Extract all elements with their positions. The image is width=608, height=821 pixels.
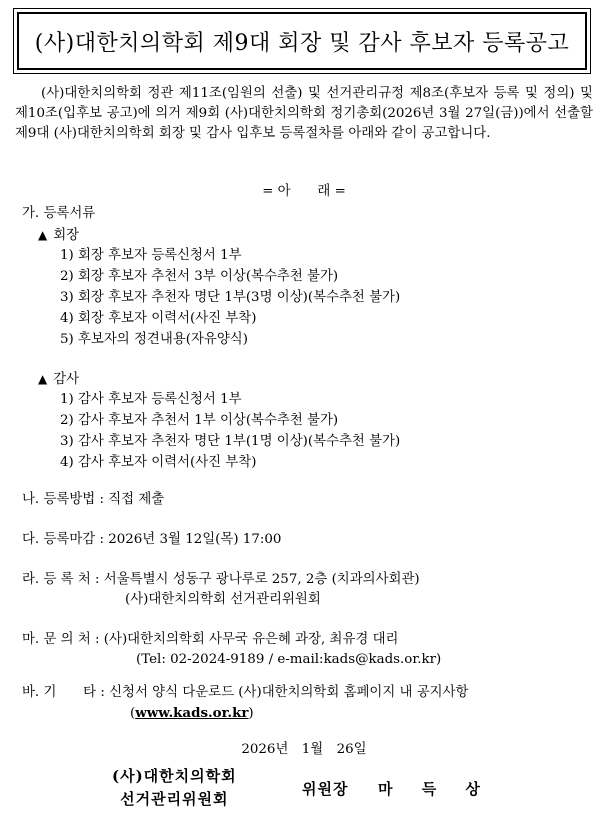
intro-text: (사)대한치의학회 정관 제11조(임원의 선출) 및 선거관리규정 제8조(후보자 등록 및 정의) 및 제10조(입후보 공고)에 의거 제9회 (사)대한치의학회 정기총회(2026년 3월 27일(금))에서 선출할 제9대 (사)대한치의학회 회장 및 감사 입후보 등록절차를 아래와 같이 공고합니다. xyxy=(15,86,593,141)
title-box xyxy=(13,8,591,74)
auditor-item: 3) 감사 후보자 추천자 명단 1부(1명 이상)(복수추천 불가) xyxy=(60,434,401,449)
section-ma-label: 마. 문 의 처 : (사)대한치의학회 사무국 유은혜 과장, 최유경 대리 xyxy=(22,632,399,647)
auditor-item: 4) 감사 후보자 이력서(사진 부착) xyxy=(60,455,257,470)
signature-title: 위원장 xyxy=(302,780,349,798)
auditor-item: 1) 감사 후보자 등록신청서 1부 xyxy=(60,392,242,407)
title-inner-border xyxy=(17,12,587,70)
section-na-label: 나. 등록방법 : 직접 제출 xyxy=(22,492,165,507)
below-heading: = 아 래 = xyxy=(262,184,346,199)
president-item: 3) 회장 후보자 추천자 명단 1부(3명 이상)(복수추천 불가) xyxy=(60,290,401,305)
president-item: 1) 회장 후보자 등록신청서 1부 xyxy=(60,248,242,263)
auditor-header xyxy=(38,370,79,389)
homepage-link[interactable]: www.kads.or.kr xyxy=(135,705,249,721)
president-item: 5) 후보자의 정견내용(자유양식) xyxy=(60,332,248,347)
section-ra-label: 라. 등 록 처 : 서울특별시 성동구 광나루로 257, 2층 (치과의사회관) xyxy=(22,572,420,587)
signature-name: 마 득 상 xyxy=(378,780,481,798)
triangle-bullet-icon: ▲ xyxy=(38,228,48,242)
auditor-item: 2) 감사 후보자 추천서 1부 이상(복수추천 불가) xyxy=(60,413,339,428)
page-title: (사)대한치의학회 제9대 회장 및 감사 후보자 등록공고 xyxy=(34,30,570,56)
notice-date: 2026년 1월 26일 xyxy=(241,742,367,757)
signature-organization xyxy=(112,765,237,811)
triangle-bullet-icon: ▲ xyxy=(38,372,48,386)
section-ma-line2: (Tel: 02-2024-9189 / e-mail:kads@kads.or.kr) xyxy=(136,652,442,667)
president-item: 4) 회장 후보자 이력서(사진 부착) xyxy=(60,311,257,326)
president-header xyxy=(38,226,79,245)
section-ba-link-line xyxy=(130,704,254,723)
link-close-paren: ) xyxy=(248,706,254,721)
section-ga-label: 가. 등록서류 xyxy=(22,206,96,221)
section-ba-label: 바. 기 타 : 신청서 양식 다운로드 (사)대한치의학회 홈페이지 내 공지사항 xyxy=(22,685,469,700)
president-item: 2) 회장 후보자 추천서 3부 이상(복수추천 불가) xyxy=(60,269,339,284)
intro-paragraph xyxy=(15,84,593,144)
signature-org-line2: 선거관리위원회 xyxy=(120,790,229,808)
section-da-label: 다. 등록마감 : 2026년 3월 12일(목) 17:00 xyxy=(22,532,282,547)
section-ra-line2: (사)대한치의학회 선거관리위원회 xyxy=(125,592,321,607)
link-open-paren: ( xyxy=(130,706,136,721)
auditor-header-text: 감사 xyxy=(53,372,80,387)
president-header-text: 회장 xyxy=(53,228,80,243)
signature-org-line1: (사)대한치의학회 xyxy=(112,767,237,785)
